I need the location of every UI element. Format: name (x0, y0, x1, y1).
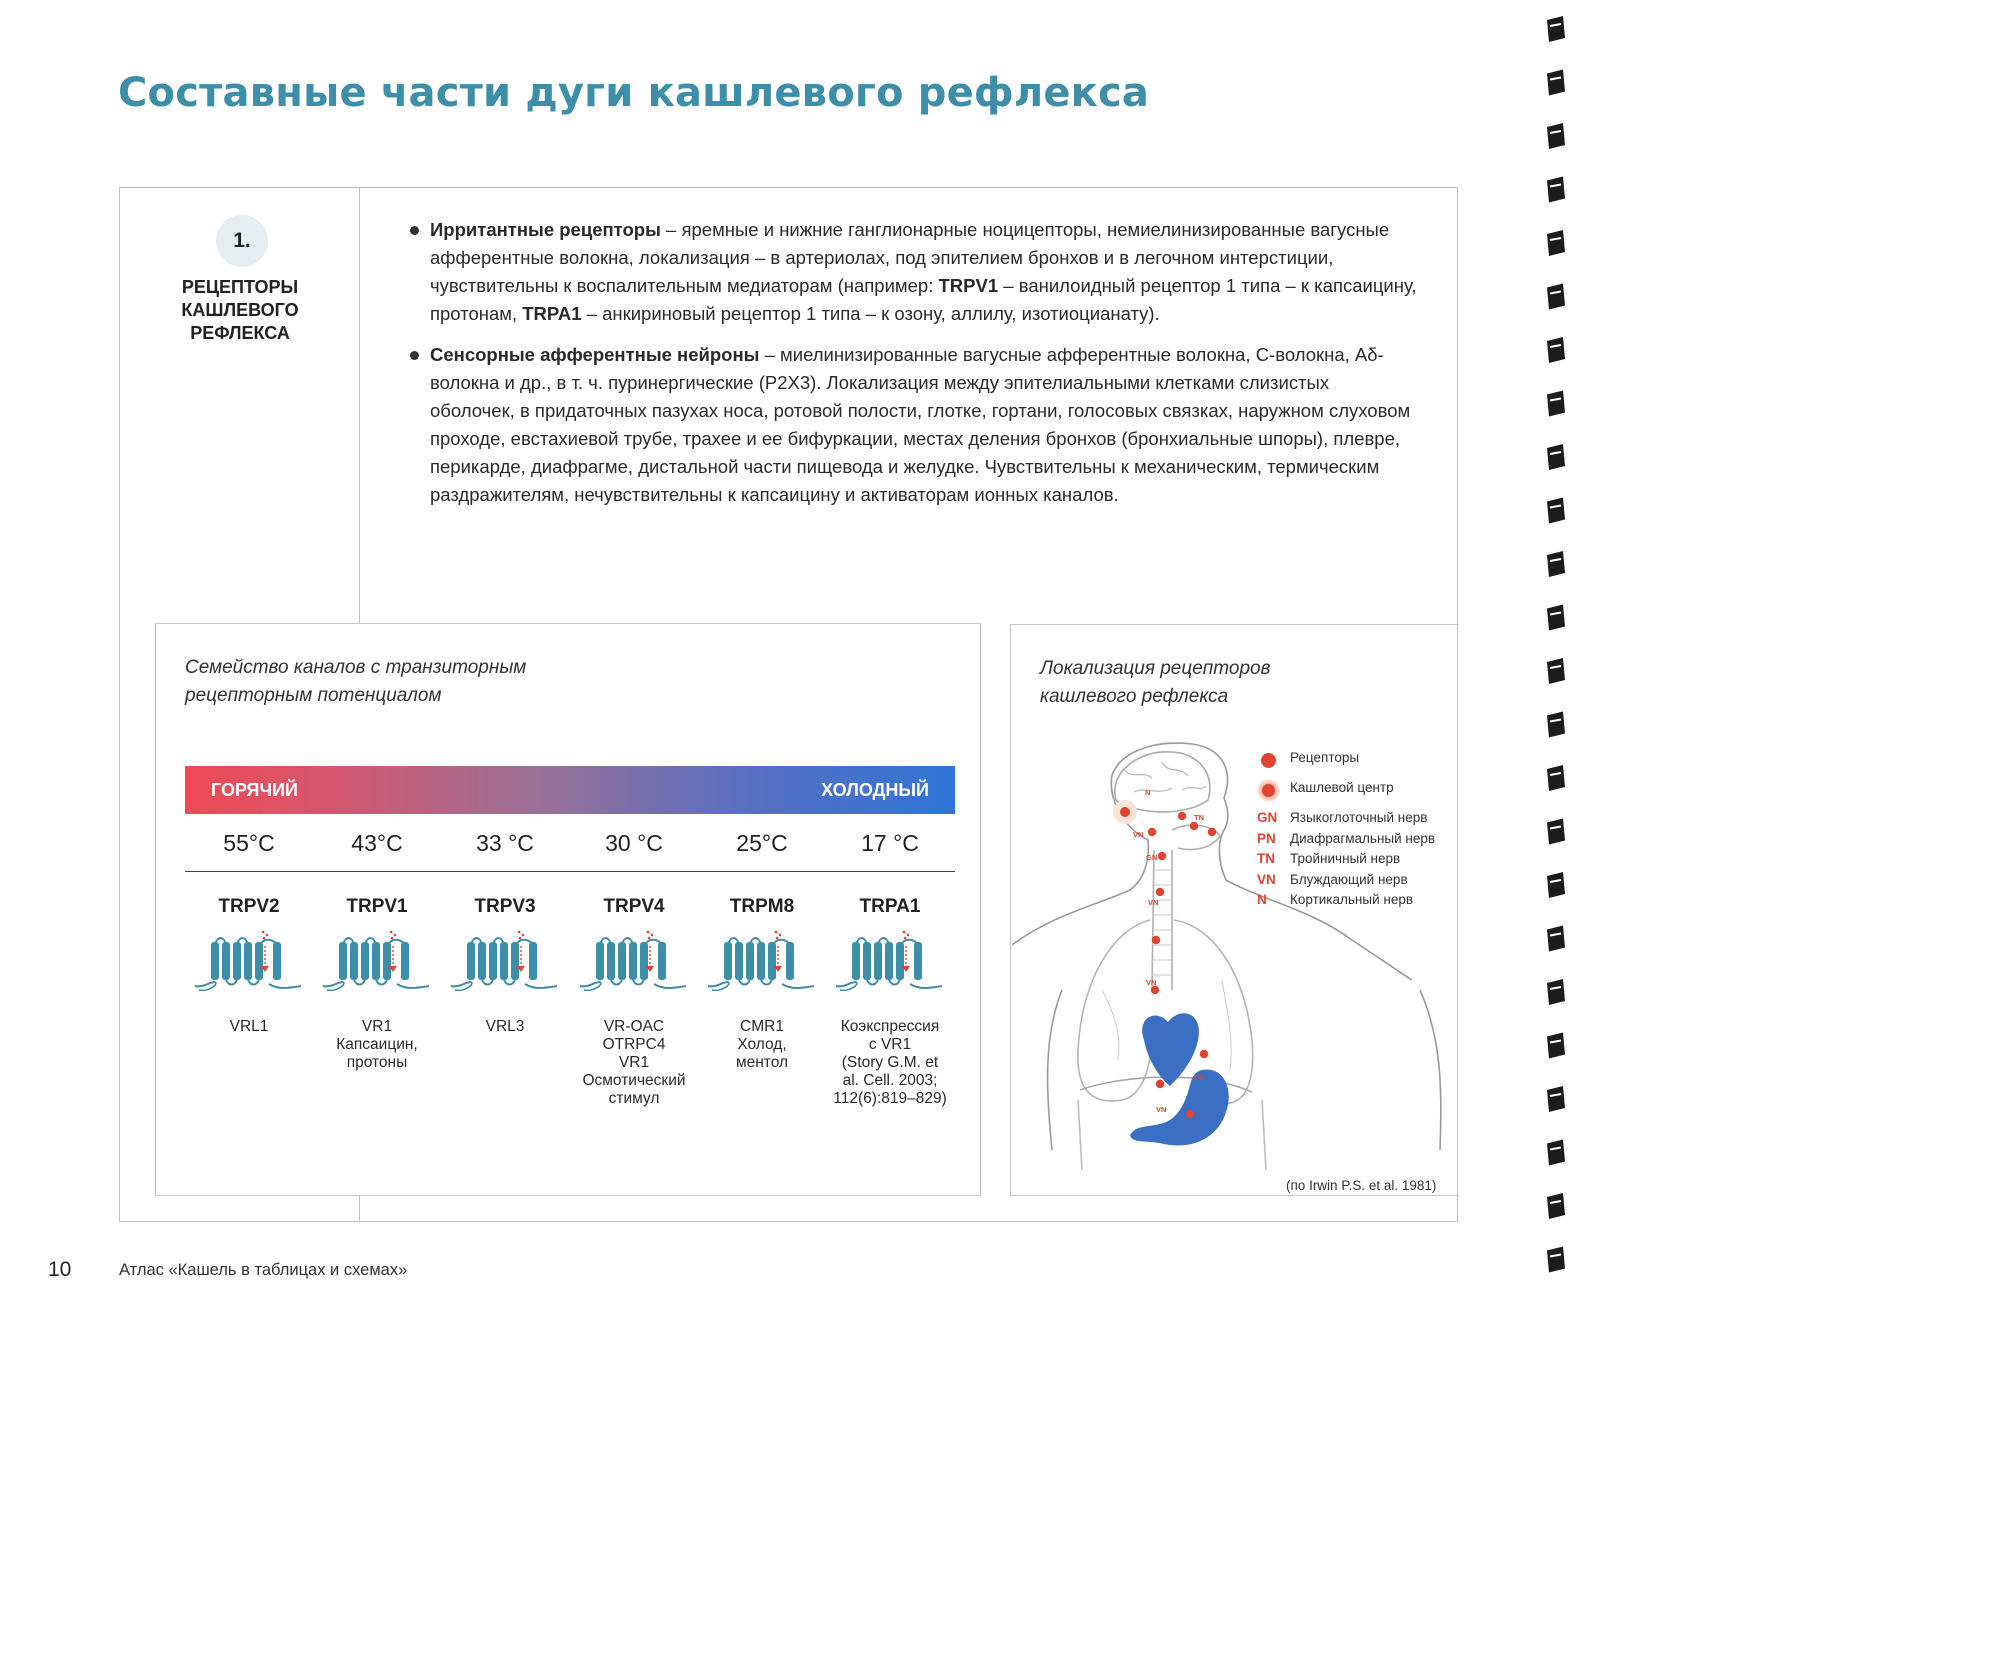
channel-name: TRPV2 (218, 896, 280, 917)
channel-description: CMR1 Холод, ментол (735, 1018, 789, 1071)
figure-label-pn: PN (1194, 1073, 1205, 1082)
localization-panel-caption: Локализация рецепторов кашлевого рефлекса (1040, 658, 1271, 707)
cough-center-icon (1257, 779, 1280, 802)
channel-temperature: 55°C (223, 830, 275, 856)
trp-panel-caption: Семейство каналов с транзиторным рецепторным потенциалом (185, 657, 527, 706)
channel-description: VR1 Капсаицин, протоны (336, 1018, 418, 1071)
legend-text: Диафрагмальный нерв (1290, 830, 1436, 846)
membrane-protein-icon (830, 926, 950, 996)
bullet-text: – яремные и нижние ганглионарные ноцицепторы, немиелинизированные вагусные афферентные волокна, локализация – в артериолах, под эпителием бронхов и в легочном интерстиции, чувствительны к воспалительным медиаторам (например: (430, 219, 1390, 296)
section-label: РЕЦЕПТОРЫ КАШЛЕВОГО РЕФЛЕКСА (181, 277, 299, 343)
section-number-badge: 1. (216, 215, 268, 267)
figure-source: (по Irwin P.S. et al. 1981) (1286, 1178, 1437, 1193)
channel-temperature: 43°C (351, 830, 403, 856)
figure-label-vn-neck: VN (1148, 898, 1159, 907)
legend-item-receptors (1257, 750, 1452, 780)
legend-item-n (1257, 892, 1452, 913)
legend-text: Тройничный нерв (1290, 851, 1401, 866)
channel-description: VR-OAC OTRPC4 VR1 Осмотический стимул (582, 1018, 686, 1107)
page-title: Составные части дуги кашлевого рефлекса (118, 70, 1150, 116)
channel-name: TRPA1 (859, 896, 921, 917)
channel-temperature: 25°C (736, 830, 788, 856)
legend-text: Языкоглоточный нерв (1290, 810, 1428, 825)
channel-name: TRPV4 (603, 896, 665, 917)
bullet-sensory-neurons (408, 341, 1418, 509)
legend-abbr: N (1257, 892, 1267, 907)
legend-item-vn (1257, 872, 1452, 893)
legend-abbr: GN (1257, 810, 1278, 825)
membrane-protein-icon (574, 926, 694, 996)
channel-temperature: 30 °C (605, 830, 663, 856)
figure-label-vn-chest: VN (1146, 978, 1157, 987)
bullet-bold-term: TRPA1 (522, 303, 582, 324)
bullet-text: – миелинизированные вагусные афферентные волокна, С-волокна, Aδ-волокна и др., в т. ч. пуринергические (P2X3). Локализация между эпителиальными клетками слизистых оболочек, в придаточных пазухах носа, ротовой полости, глотке, гортани, голосовых связках, наружном слуховом проходе, евстахиевой трубе, трахее и ее бифуркации, местах деления бронхов (бронхиальные шпоры), плевре, перикарде, диафрагме, дистальной части пищевода и желудке. Чувствительны к механическим, термическим раздражителям, нечувствительны к капсаицину и активаторам ионных каналов. (430, 344, 1411, 505)
legend-item-gn (1257, 810, 1452, 831)
legend-text: Блуждающий нерв (1290, 871, 1408, 887)
channel-temperature: 17 °C (861, 830, 919, 856)
figure-label-gn: GN (1146, 853, 1158, 862)
figure-label-tn: TN (1194, 813, 1204, 822)
bullet-term: Сенсорные афферентные нейроны (430, 344, 760, 365)
legend-abbr: VN (1257, 871, 1276, 887)
figure-label-vn-abdomen: VN (1156, 1105, 1167, 1114)
channel-name: TRPV3 (474, 896, 536, 917)
bullet-bold-term: TRPV1 (938, 275, 999, 296)
receptor-dot-icon (1261, 753, 1276, 768)
legend-text: Кашлевой центр (1290, 780, 1394, 795)
legend-text: Кортикальный нерв (1290, 892, 1414, 907)
channel-temperature: 33 °C (476, 830, 534, 856)
spiral-binding (1541, 0, 1568, 1303)
bullet-term: Ирритантные рецепторы (430, 219, 661, 240)
channel-name: TRPM8 (729, 896, 795, 917)
localization-legend (1257, 750, 1452, 913)
footer-title: Атлас «Кашель в таблицах и схемах» (119, 1261, 408, 1279)
heart-shape (1142, 1013, 1199, 1086)
stomach-shape (1130, 1070, 1229, 1146)
temperature-divider (185, 871, 955, 872)
membrane-protein-icon (702, 926, 822, 996)
bullet-text: – анкириновый рецептор 1 типа – к озону, аллилу, изотиоцианату). (581, 303, 1160, 324)
bullet-dot-icon (410, 226, 419, 235)
channel-description: Коэкспрессия с VR1 (Story G.M. et al. Cell. 2003; 112(6):819–829) (833, 1018, 947, 1107)
channel-description: VRL1 (229, 1018, 269, 1035)
membrane-protein-icon (317, 926, 437, 996)
figure-label-vn-head: VN (1133, 830, 1144, 839)
bullet-irritant-receptors (408, 216, 1418, 328)
cold-label: ХОЛОДНЫЙ (821, 780, 929, 800)
hot-label: ГОРЯЧИЙ (211, 780, 298, 800)
membrane-protein-icon (189, 926, 309, 996)
legend-item-cough-center (1257, 780, 1452, 810)
legend-text: Рецепторы (1290, 750, 1360, 765)
bullet-dot-icon (410, 351, 419, 360)
receptor-bullet-list (408, 216, 1418, 522)
temperature-gradient-bar (185, 766, 955, 814)
membrane-protein-icon (445, 926, 565, 996)
channel-description: VRL3 (485, 1018, 525, 1035)
legend-abbr: TN (1257, 851, 1275, 866)
legend-item-pn (1257, 831, 1452, 852)
channel-name: TRPV1 (346, 896, 408, 917)
bullet-text: – ванилоидный рецептор 1 типа – к капсаицину, протонам, (430, 275, 1417, 324)
figure-label-n: N (1145, 788, 1151, 797)
legend-abbr: PN (1257, 830, 1276, 846)
legend-item-tn (1257, 851, 1452, 872)
page-number: 10 (48, 1258, 72, 1281)
